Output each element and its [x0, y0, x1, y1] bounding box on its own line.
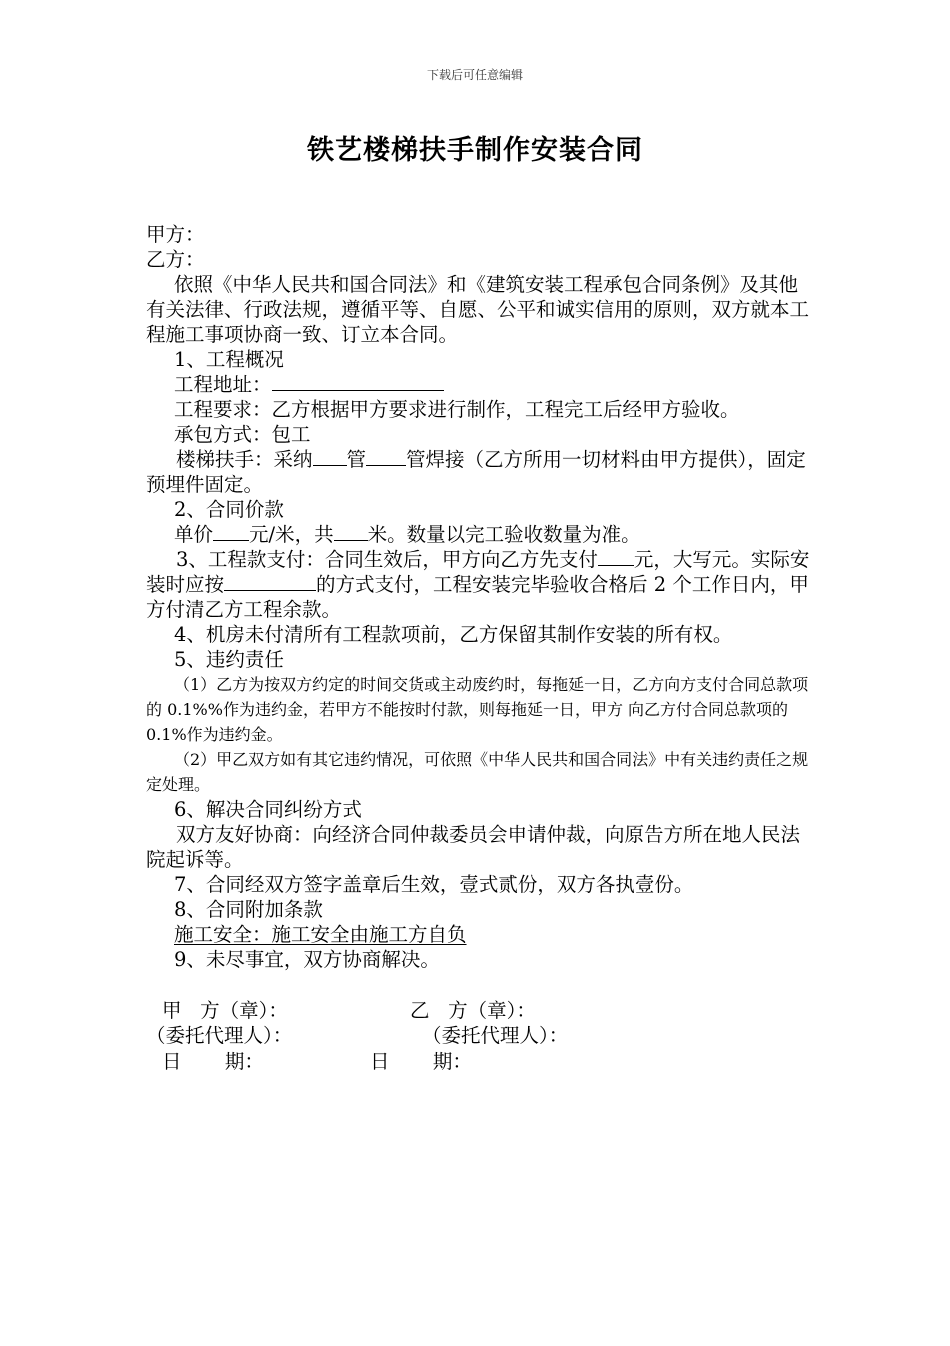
section-3-payment	[146, 547, 814, 622]
unit-price-text-c: 米。数量以完工验收数量为准。	[367, 523, 641, 546]
quantity-blank[interactable]	[334, 522, 368, 541]
payment-text-c: 的方式支付，工程安装完毕验收合格后 2 个工作日内，甲方付清乙方工程余款。	[146, 573, 809, 621]
section-4-ownership: 4、机房未付清所有工程款项前，乙方保留其制作安装的所有权。	[174, 623, 733, 646]
section-8-title: 8、合同附加条款	[174, 898, 323, 921]
section-6-title: 6、解决合同纠纷方式	[174, 798, 362, 821]
project-requirement: 工程要求：乙方根据甲方要求进行制作，工程完工后经甲方验收。	[174, 398, 740, 421]
party-b-agent: （委托代理人）：	[422, 1024, 569, 1047]
handrail-spec-text-b: 管	[346, 448, 367, 471]
additional-clause-wrap	[146, 922, 814, 947]
unit-price-blank[interactable]	[213, 522, 249, 541]
project-address-line	[146, 372, 814, 397]
advance-payment-blank[interactable]	[598, 547, 634, 566]
contract-title: 铁艺楼梯扶手制作安装合同	[307, 135, 643, 166]
payment-text-b: 元，大写元。实际安装时应按	[146, 548, 810, 596]
payment-text-a: 3、工程款支付：合同生效后，甲方向乙方先支付	[176, 548, 598, 571]
party-b-line: 乙方：	[146, 248, 205, 271]
page-header-note: 下载后可任意编辑	[426, 68, 523, 82]
party-a-seal: 甲 方（章）：	[162, 999, 288, 1022]
unit-price-line	[146, 522, 814, 547]
party-a-date: 日 期：	[162, 1050, 264, 1073]
pipe-spec-blank-2[interactable]	[366, 447, 406, 466]
pipe-spec-blank-1[interactable]	[313, 447, 347, 466]
handrail-spec	[146, 447, 814, 497]
unit-price-text-b: 元/米，共	[249, 523, 334, 546]
section-5-title: 5、违约责任	[174, 648, 284, 671]
project-address-label: 工程地址：	[174, 373, 272, 396]
breach-clause-2: （2）甲乙双方如有其它违约情况，可依照《中华人民共和国合同法》中有关违约责任之规定处理。	[146, 750, 809, 794]
section-2-title: 2、合同价款	[174, 498, 284, 521]
additional-clause: 施工安全：施工安全由施工方自负	[174, 923, 467, 946]
party-b-date: 日 期：	[370, 1050, 472, 1073]
section-7-effectiveness: 7、合同经双方签字盖章后生效，壹式贰份，双方各执壹份。	[174, 873, 694, 896]
party-b-seal: 乙 方（章）：	[410, 999, 536, 1022]
contract-mode: 承包方式：包工	[174, 423, 311, 446]
preamble-paragraph: 依照《中华人民共和国合同法》和《建筑安装工程承包合同条例》及其他有关法律、行政法规，遵循平等、自愿、公平和诚实信用的原则，双方就本工程施工事项协商一致、订立本合同。	[146, 273, 810, 346]
unit-price-text-a: 单价	[174, 523, 214, 546]
breach-clause-1: （1）乙方为按双方约定的时间交货或主动废约时，每拖延一日，乙方向方支付合同总款项的 0.1%%作为违约金，若甲方不能按时付款，则每拖延一日，甲方 向乙方付合同总款项的 0.1%作为违约金。	[146, 675, 809, 744]
party-a-agent: （委托代理人）：	[146, 1024, 293, 1047]
payment-method-blank[interactable]	[224, 572, 316, 591]
handrail-spec-text-c: 管焊接（乙方所用一切材料由甲方提供），固定预埋件固定。	[146, 448, 806, 496]
contract-body	[146, 222, 814, 972]
party-a-line: 甲方：	[146, 223, 205, 246]
handrail-spec-text-a: 楼梯扶手：采纳	[176, 448, 313, 471]
dispute-resolution: 双方友好协商：向经济合同仲裁委员会申请仲裁，向原告方所在地人民法院起诉等。	[146, 823, 801, 871]
section-9-misc: 9、未尽事宜，双方协商解决。	[174, 948, 440, 971]
project-address-blank[interactable]	[272, 372, 444, 391]
section-1-title: 1、工程概况	[174, 348, 284, 371]
